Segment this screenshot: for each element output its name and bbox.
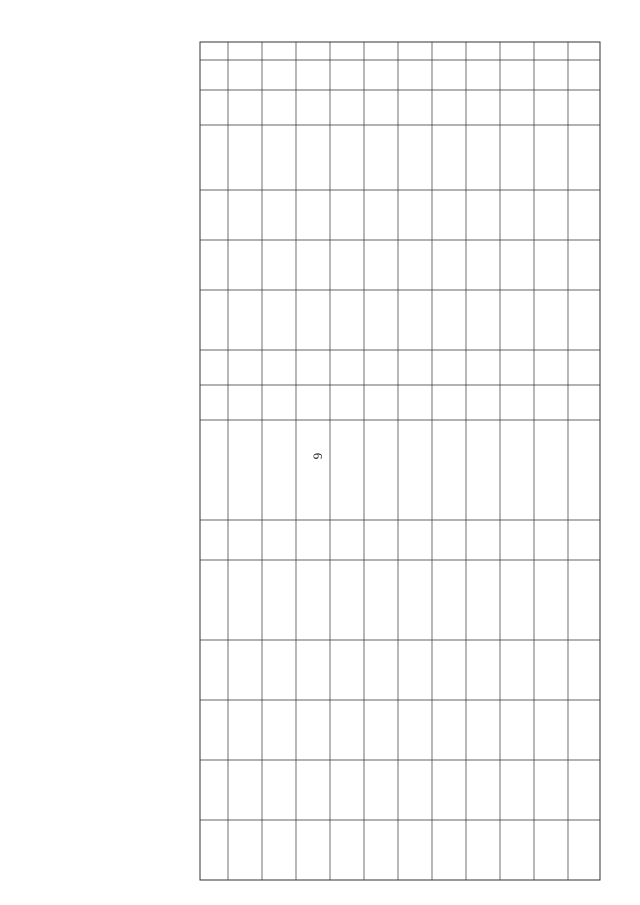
column-dividers: [200, 60, 600, 820]
row-dividers: [228, 42, 568, 880]
table-frame: [200, 42, 600, 880]
page-number: 6: [310, 452, 326, 460]
